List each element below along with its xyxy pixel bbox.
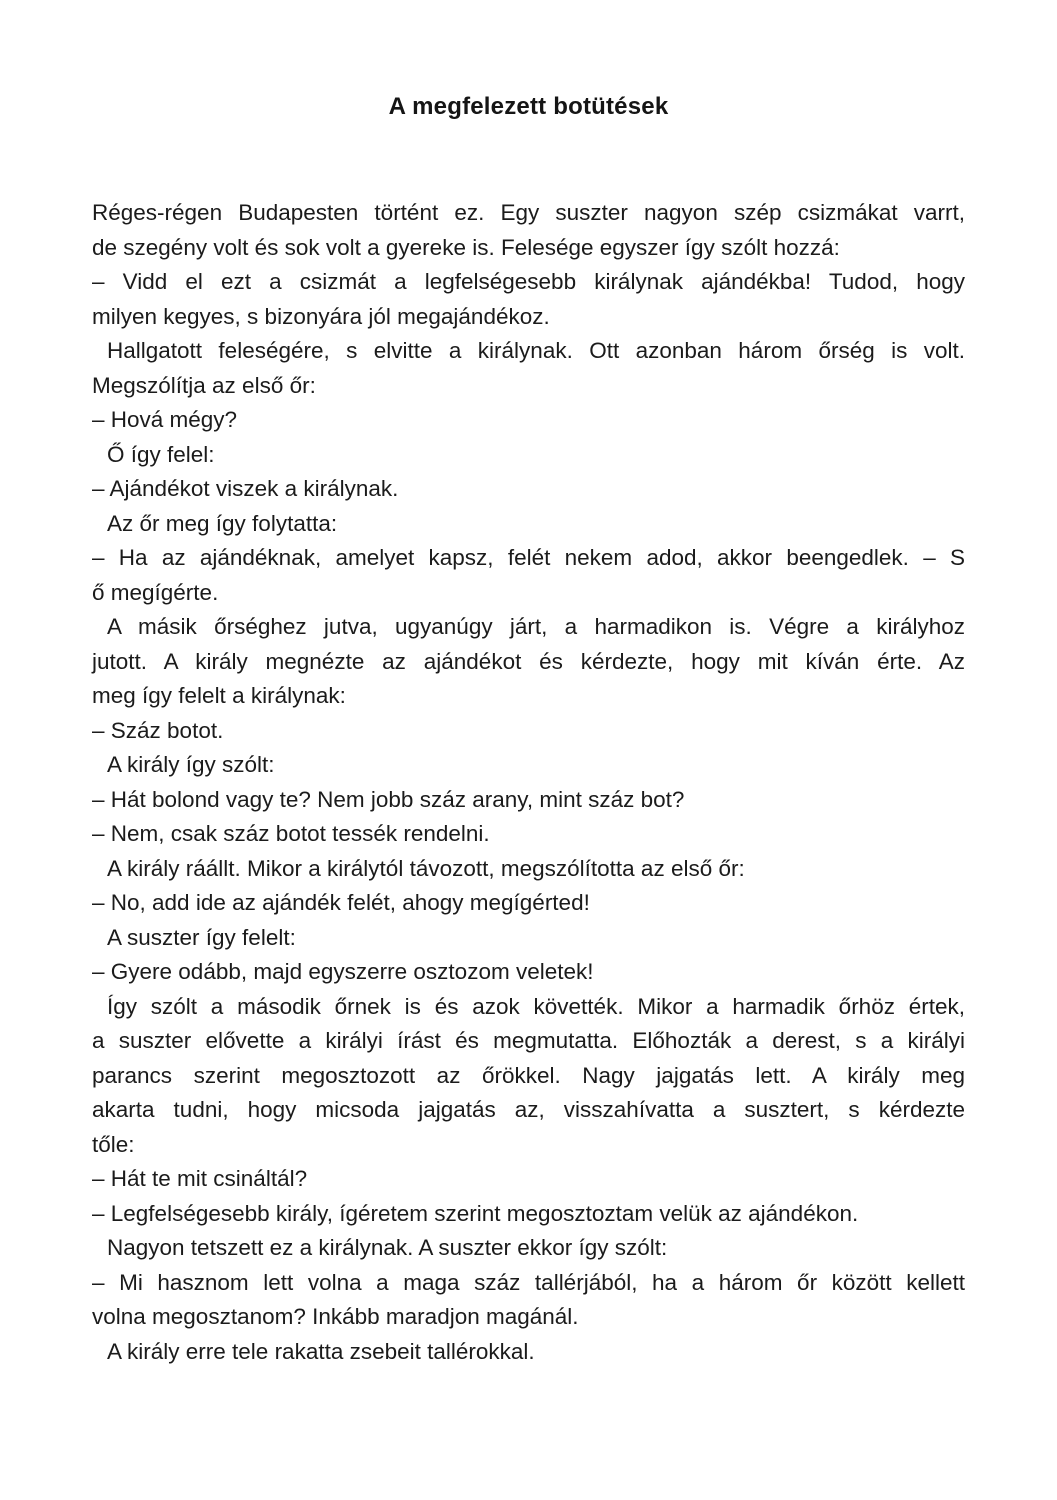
- text-line: Réges-régen Budapesten történt ez. Egy suszter nagyon szép csizmákat varrt,: [92, 200, 965, 225]
- text-line: – Legfelségesebb király, ígéretem szerint megosztoztam velük az ajándékon.: [92, 1200, 859, 1226]
- text-line: Ő így felel:: [107, 441, 215, 467]
- text-line: – Vidd el ezt a csizmát a legfelségesebb királynak ajándékba! Tudod, hogy: [92, 269, 965, 294]
- text-line: – Ajándékot viszek a királynak.: [92, 476, 399, 501]
- text-line: A király ráállt. Mikor a királytól távozott, megszólította az első őr:: [107, 855, 745, 881]
- text-line: – Ha az ajándéknak, amelyet kapsz, felét nekem adod, akkor beengedlek. – S: [92, 545, 965, 570]
- text-line: Megszólítja az első őr:: [92, 372, 316, 398]
- text-line: Az őr meg így folytatta:: [107, 510, 338, 536]
- text-line: A király erre tele rakatta zsebeit tallérokkal.: [107, 1338, 535, 1364]
- text-line: A király így szólt:: [107, 752, 275, 777]
- text-line: parancs szerint megosztozott az őrökkel. Nagy jajgatás lett. A király meg: [92, 1062, 965, 1088]
- text-line: de szegény volt és sok volt a gyereke is. Felesége egyszer így szólt hozzá:: [92, 234, 840, 260]
- text-line: volna megosztanom? Inkább maradjon magánál.: [92, 1304, 579, 1329]
- text-line: – Hová mégy?: [92, 407, 238, 432]
- text-line: – Hát te mit csináltál?: [92, 1166, 308, 1191]
- text-line: ő megígérte.: [92, 579, 219, 605]
- document-title: A megfelezett botütések: [388, 93, 669, 120]
- text-line: – Gyere odább, majd egyszerre osztozom veletek!: [92, 959, 594, 984]
- text-line: a suszter elővette a királyi írást és megmutatta. Előhozták a derest, s a királyi: [92, 1028, 965, 1053]
- text-line: Így szólt a második őrnek is és azok követték. Mikor a harmadik őrhöz értek,: [107, 993, 965, 1019]
- text-line: – Nem, csak száz botot tessék rendelni.: [92, 821, 490, 846]
- text-line: – Mi hasznom lett volna a maga száz tallérjából, ha a három őr között kellett: [92, 1269, 965, 1295]
- text-line: jutott. A király megnézte az ajándékot és kérdezte, hogy mit kíván érte. Az: [92, 648, 965, 674]
- text-line: A suszter így felelt:: [107, 924, 296, 950]
- text-line: meg így felelt a királynak:: [92, 683, 346, 708]
- text-line: milyen kegyes, s bizonyára jól megajándékoz.: [92, 303, 550, 329]
- text-line: Hallgatott feleségére, s elvitte a királynak. Ott azonban három őrség is volt.: [107, 338, 965, 363]
- text-line: A másik őrséghez jutva, ugyanúgy járt, a harmadikon is. Végre a királyhoz: [107, 614, 965, 639]
- text-line: tőle:: [92, 1131, 135, 1157]
- text-line: akarta tudni, hogy micsoda jajgatás az, visszahívatta a susztert, s kérdezte: [92, 1097, 965, 1122]
- text-line: – Száz botot.: [92, 717, 224, 743]
- text-line: – Hát bolond vagy te? Nem jobb száz arany, mint száz bot?: [92, 786, 685, 812]
- text-line: – No, add ide az ajándék felét, ahogy megígérted!: [92, 890, 590, 915]
- text-line: Nagyon tetszett ez a királynak. A suszter ekkor így szólt:: [107, 1235, 668, 1260]
- document-lines: [92, 196, 965, 1369]
